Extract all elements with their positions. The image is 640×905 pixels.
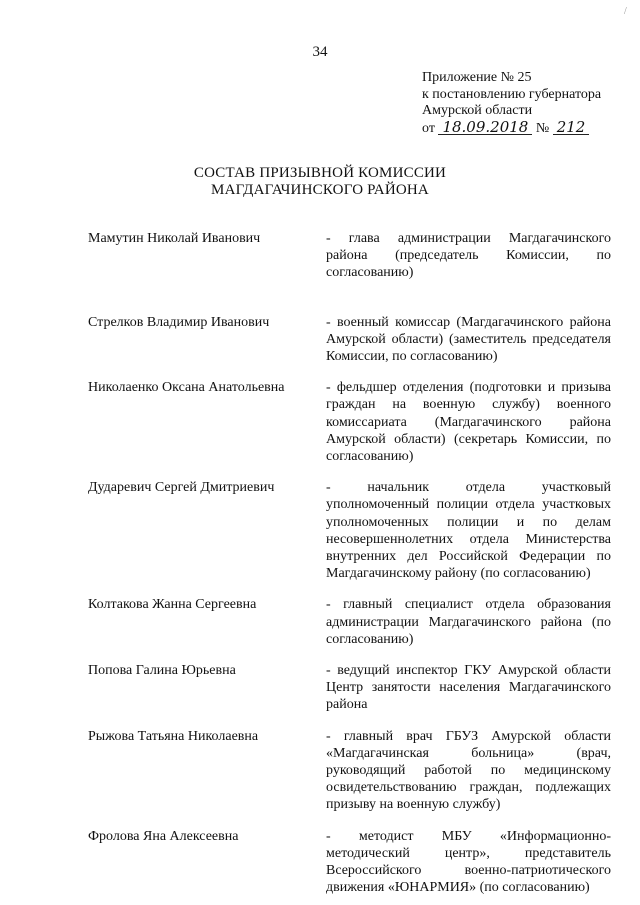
- member-role: - военный комиссар (Магдагачинского района Амурской области) (заместитель председателя Комиссии, по согласованию): [326, 314, 611, 365]
- member-role: - методист МБУ «Информационно-методический центр», представитель Всероссийского военно-патриотического движения «ЮНАРМИЯ» (по согласованию): [326, 828, 611, 896]
- commission-members-list: [88, 230, 616, 897]
- handwritten-number: 212: [553, 120, 590, 135]
- handwritten-date: 18.09.2018: [438, 120, 532, 135]
- member-name: Колтакова Жанна Сергеевна: [88, 597, 257, 613]
- member-name: Николаенко Оксана Анатольевна: [88, 380, 285, 396]
- date-prefix: от: [422, 120, 435, 136]
- member-role: - главный специалист отдела образования администрации Магдагачинского района (по согласованию): [326, 597, 611, 647]
- member-row: [88, 662, 616, 714]
- member-row: [88, 728, 616, 814]
- title-line-1: СОСТАВ ПРИЗЫВНОЙ КОМИССИИ: [193, 165, 447, 181]
- appendix-line-3: Амурской области: [422, 103, 533, 118]
- scan-mark: /: [624, 6, 627, 17]
- member-name: Рыжова Татьяна Николаевна: [88, 728, 259, 744]
- member-row: [88, 230, 616, 282]
- member-role: - начальник отдела участковый уполномоченный полиции отдела участковых уполномоченных полиции и по делам несовершеннолетних отдела Министерства внутренних дел Российской Федерации по Магдагачинскому району (по согласованию): [326, 480, 611, 582]
- member-name: Стрелков Владимир Иванович: [88, 314, 270, 330]
- appendix-header: [422, 70, 622, 137]
- member-row: [88, 379, 616, 465]
- number-prefix: №: [535, 120, 550, 136]
- appendix-date-line: [422, 117, 622, 138]
- member-role: - фельдшер отделения (подготовки и призыва граждан на военную службу) военного комиссариата (Магдагачинского района Амурской области) (секретарь Комиссии, по согласованию): [326, 380, 611, 465]
- document-title: [0, 165, 640, 199]
- member-name: Дударевич Сергей Дмитриевич: [88, 480, 275, 496]
- member-row: [88, 479, 616, 582]
- member-role: - ведущий инспектор ГКУ Амурской области Центр занятости населения Магдагачинского района: [326, 663, 611, 713]
- member-role: - главный врач ГБУЗ Амурской области «Магдагачинская больница» (врач, руководящий работой по медицинскому освидетельствованию граждан, подлежащих призыву на военную службу): [326, 728, 611, 813]
- title-line-2: МАГДАГАЧИНСКОГО РАЙОНА: [211, 182, 429, 198]
- member-row: [88, 828, 616, 897]
- member-name: Попова Галина Юрьевна: [88, 663, 236, 679]
- member-row: [88, 596, 616, 648]
- member-name: Фролова Яна Алексеевна: [88, 828, 239, 844]
- member-row: [88, 314, 616, 366]
- member-role: - глава администрации Магдагачинского района (председатель Комиссии, по согласованию): [326, 231, 611, 281]
- appendix-line-1: Приложение № 25: [422, 70, 532, 85]
- page-number: 34: [312, 44, 328, 60]
- member-name: Мамутин Николай Иванович: [88, 231, 261, 246]
- appendix-line-2: к постановлению губернатора: [422, 86, 602, 102]
